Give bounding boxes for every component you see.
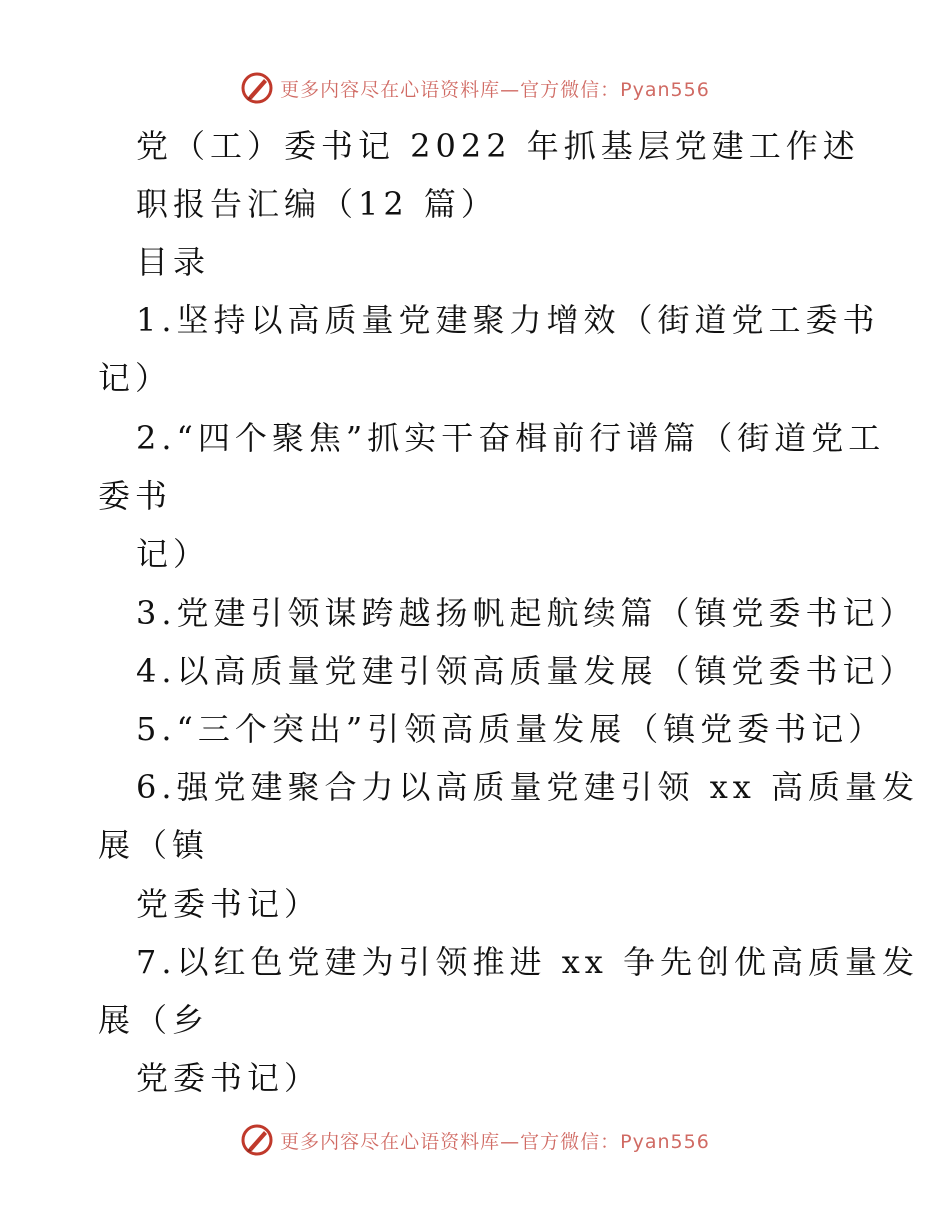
toc-line: 1.坚持以高质量党建聚力增效（街道党工委书 bbox=[136, 301, 880, 339]
watermark-footer bbox=[0, 1120, 950, 1160]
toc-line: 4.以高质量党建引领高质量发展（镇党委书记） bbox=[136, 652, 917, 690]
document-title-line-2: 职报告汇编（12 篇） bbox=[136, 185, 498, 223]
toc-line: 6.强党建聚合力以高质量党建引领 xx 高质量发 bbox=[136, 768, 919, 806]
watermark-text: 更多内容尽在心语资料库—官方微信：Pyan556 bbox=[280, 78, 710, 101]
document-title-line-1: 党（工）委书记 2022 年抓基层党建工作述 bbox=[136, 127, 860, 165]
toc-heading: 目录 bbox=[136, 243, 211, 281]
toc-line: 记） bbox=[98, 359, 173, 397]
watermark-header bbox=[0, 68, 950, 108]
toc-line: 党委书记） bbox=[136, 1059, 322, 1097]
toc-line: 展（乡 bbox=[98, 1001, 210, 1039]
toc-line: 3.党建引领谋跨越扬帆起航续篇（镇党委书记） bbox=[136, 594, 917, 632]
pen-logo-icon bbox=[240, 1123, 274, 1157]
toc-line: 展（镇 bbox=[98, 826, 210, 864]
toc-line: 2.“四个聚焦”抓实干奋楫前行谱篇（街道党工 bbox=[136, 419, 886, 457]
toc-line: 党委书记） bbox=[136, 885, 322, 923]
toc-line: 7.以红色党建为引领推进 xx 争先创优高质量发 bbox=[136, 943, 919, 981]
toc-line: 记） bbox=[136, 535, 211, 573]
watermark-text: 更多内容尽在心语资料库—官方微信：Pyan556 bbox=[280, 1130, 710, 1153]
toc-line: 委书 bbox=[98, 477, 173, 515]
toc-line: 5.“三个突出”引领高质量发展（镇党委书记） bbox=[136, 710, 886, 748]
pen-logo-icon bbox=[240, 71, 274, 105]
